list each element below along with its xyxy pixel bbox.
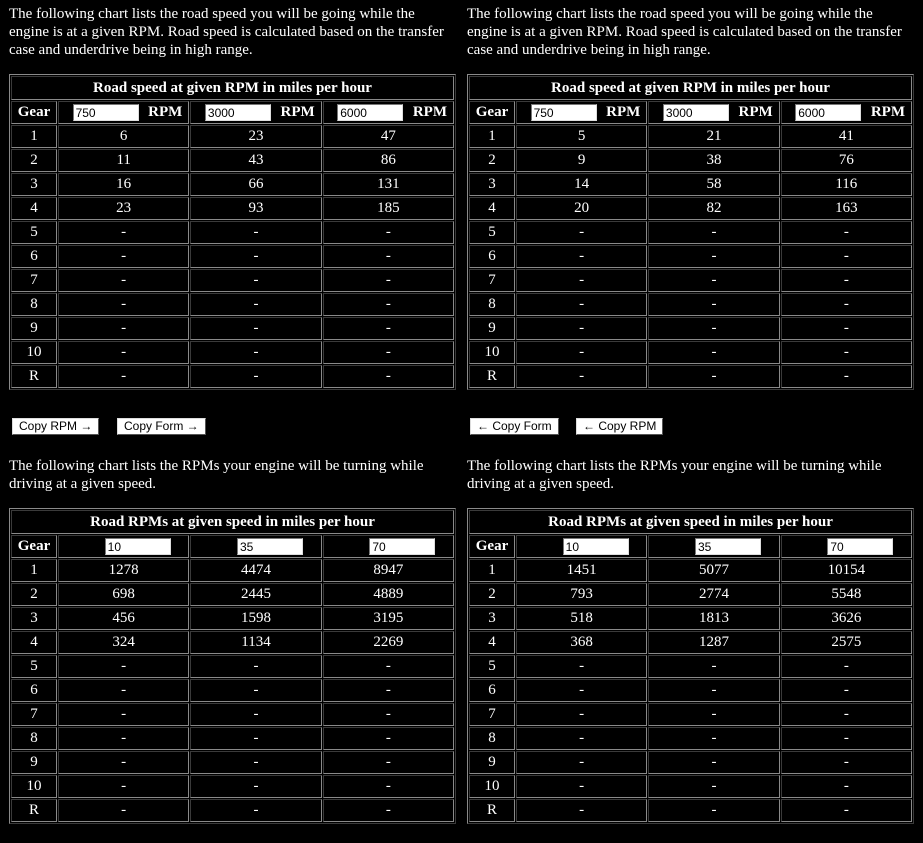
value-cell: 5 <box>516 125 647 148</box>
value-cell: 3195 <box>323 607 454 630</box>
table-row <box>11 245 454 268</box>
value-cell: - <box>648 799 779 822</box>
value-cell: 8947 <box>323 559 454 582</box>
value-cell: - <box>190 317 321 340</box>
rpm-input-3[interactable] <box>795 104 861 121</box>
table-row <box>11 221 454 244</box>
gear-cell: 5 <box>11 221 57 244</box>
value-cell: - <box>781 293 912 316</box>
value-cell: - <box>781 655 912 678</box>
gear-cell: R <box>11 799 57 822</box>
gear-cell: 5 <box>469 221 515 244</box>
gear-cell: 10 <box>469 775 515 798</box>
value-cell: - <box>516 365 647 388</box>
value-cell: 6 <box>58 125 189 148</box>
rpm-unit-label: RPM <box>148 104 183 120</box>
gear-cell: R <box>469 799 515 822</box>
speed-table-caption: Road speed at given RPM in miles per hour <box>11 76 454 100</box>
value-cell: - <box>781 341 912 364</box>
value-cell: 58 <box>648 173 779 196</box>
value-cell: - <box>516 727 647 750</box>
table-row <box>469 679 912 702</box>
value-cell: - <box>516 751 647 774</box>
gear-cell: 3 <box>11 173 57 196</box>
table-row <box>11 679 454 702</box>
copy-rpm-left-button[interactable]: ← Copy RPM <box>576 418 663 435</box>
left-rpm-table <box>9 508 456 824</box>
value-cell: - <box>323 679 454 702</box>
value-cell: - <box>323 751 454 774</box>
gear-cell: 1 <box>11 125 57 148</box>
gear-cell: 1 <box>11 559 57 582</box>
value-cell: - <box>190 293 321 316</box>
value-cell: 9 <box>516 149 647 172</box>
value-cell: - <box>516 799 647 822</box>
table-row <box>469 173 912 196</box>
rpm-input-cell <box>648 101 779 124</box>
value-cell: 456 <box>58 607 189 630</box>
value-cell: - <box>516 293 647 316</box>
table-row <box>11 727 454 750</box>
value-cell: - <box>516 703 647 726</box>
value-cell: - <box>781 221 912 244</box>
value-cell: 66 <box>190 173 321 196</box>
table-row <box>469 703 912 726</box>
value-cell: - <box>58 221 189 244</box>
speed-input-cell <box>781 535 912 558</box>
gear-cell: 3 <box>469 607 515 630</box>
value-cell: 2774 <box>648 583 779 606</box>
rpm-input-3[interactable] <box>337 104 403 121</box>
value-cell: - <box>58 317 189 340</box>
gear-cell: 1 <box>469 125 515 148</box>
value-cell: 1813 <box>648 607 779 630</box>
value-cell: - <box>648 269 779 292</box>
gear-cell: 9 <box>11 751 57 774</box>
value-cell: - <box>648 221 779 244</box>
value-cell: - <box>648 751 779 774</box>
left-speed-table <box>9 74 456 390</box>
table-row <box>11 125 454 148</box>
speed-description: The following chart lists the road speed you will be going while the engine is at a given RPM. Road speed is calculated based on the transfer case and underdrive being in high range. <box>9 6 444 58</box>
value-cell: 23 <box>190 125 321 148</box>
speed-input-cell <box>648 535 779 558</box>
value-cell: - <box>648 341 779 364</box>
value-cell: - <box>781 365 912 388</box>
speed-input-2[interactable] <box>237 538 303 555</box>
value-cell: 3626 <box>781 607 912 630</box>
value-cell: - <box>516 655 647 678</box>
gear-cell: 7 <box>11 269 57 292</box>
value-cell: 41 <box>781 125 912 148</box>
value-cell: 163 <box>781 197 912 220</box>
value-cell: - <box>190 799 321 822</box>
rpm-input-cell <box>781 101 912 124</box>
gear-cell: 3 <box>11 607 57 630</box>
table-row <box>469 607 912 630</box>
speed-input-3[interactable] <box>369 538 435 555</box>
gear-cell: 10 <box>11 775 57 798</box>
gear-header: Gear <box>11 535 57 558</box>
rpm-description: The following chart lists the RPMs your engine will be turning while driving at a given speed. <box>467 458 882 492</box>
value-cell: - <box>190 655 321 678</box>
rpm-input-2[interactable] <box>205 104 271 121</box>
value-cell: - <box>648 703 779 726</box>
value-cell: - <box>58 293 189 316</box>
table-row <box>469 197 912 220</box>
value-cell: - <box>648 317 779 340</box>
gear-cell: 8 <box>11 293 57 316</box>
value-cell: - <box>781 775 912 798</box>
gear-cell: 7 <box>11 703 57 726</box>
value-cell: 2269 <box>323 631 454 654</box>
value-cell: 116 <box>781 173 912 196</box>
speed-input-2[interactable] <box>695 538 761 555</box>
rpm-unit-label: RPM <box>280 104 315 120</box>
table-row <box>469 149 912 172</box>
gear-cell: 6 <box>469 245 515 268</box>
table-row <box>469 245 912 268</box>
gear-cell: 9 <box>11 317 57 340</box>
table-row <box>11 775 454 798</box>
value-cell: 93 <box>190 197 321 220</box>
value-cell: - <box>648 655 779 678</box>
value-cell: - <box>648 293 779 316</box>
table-row <box>11 655 454 678</box>
right-speed-panel <box>467 5 912 59</box>
value-cell: 47 <box>323 125 454 148</box>
gear-cell: 5 <box>11 655 57 678</box>
speed-input-1[interactable] <box>563 538 629 555</box>
value-cell: - <box>190 245 321 268</box>
value-cell: 131 <box>323 173 454 196</box>
gear-cell: 2 <box>469 583 515 606</box>
value-cell: 14 <box>516 173 647 196</box>
table-row <box>469 269 912 292</box>
speed-input-cell <box>516 535 647 558</box>
gear-cell: 9 <box>469 751 515 774</box>
speed-input-1[interactable] <box>105 538 171 555</box>
table-row <box>469 293 912 316</box>
gear-cell: 2 <box>469 149 515 172</box>
gear-cell: R <box>469 365 515 388</box>
table-row <box>11 293 454 316</box>
value-cell: - <box>190 703 321 726</box>
table-row <box>469 583 912 606</box>
value-cell: - <box>323 655 454 678</box>
value-cell: 76 <box>781 149 912 172</box>
gear-cell: 8 <box>469 727 515 750</box>
gear-cell: 6 <box>469 679 515 702</box>
value-cell: 82 <box>648 197 779 220</box>
value-cell: - <box>516 679 647 702</box>
gear-header: Gear <box>469 101 515 124</box>
value-cell: 38 <box>648 149 779 172</box>
gear-cell: 2 <box>11 583 57 606</box>
rpm-unit-label: RPM <box>606 104 641 120</box>
rpm-input-cell <box>190 101 321 124</box>
value-cell: 86 <box>323 149 454 172</box>
value-cell: - <box>323 775 454 798</box>
gear-cell: 7 <box>469 269 515 292</box>
gear-cell: 6 <box>11 679 57 702</box>
table-row <box>469 727 912 750</box>
right-speed-table <box>467 74 914 390</box>
speed-input-cell <box>323 535 454 558</box>
right-rpm-table <box>467 508 914 824</box>
value-cell: - <box>190 751 321 774</box>
table-row <box>11 317 454 340</box>
value-cell: - <box>648 679 779 702</box>
value-cell: 518 <box>516 607 647 630</box>
value-cell: 1287 <box>648 631 779 654</box>
value-cell: - <box>516 221 647 244</box>
value-cell: - <box>190 727 321 750</box>
value-cell: - <box>58 703 189 726</box>
value-cell: - <box>58 727 189 750</box>
value-cell: - <box>323 245 454 268</box>
gear-cell: 8 <box>11 727 57 750</box>
value-cell: - <box>516 341 647 364</box>
value-cell: - <box>190 221 321 244</box>
speed-input-3[interactable] <box>827 538 893 555</box>
table-row <box>11 173 454 196</box>
value-cell: - <box>781 703 912 726</box>
value-cell: 324 <box>58 631 189 654</box>
gear-cell: 2 <box>11 149 57 172</box>
gear-cell: 8 <box>469 293 515 316</box>
gear-cell: 4 <box>469 631 515 654</box>
table-row <box>11 149 454 172</box>
value-cell: - <box>323 269 454 292</box>
value-cell: 185 <box>323 197 454 220</box>
value-cell: - <box>323 293 454 316</box>
value-cell: 1278 <box>58 559 189 582</box>
value-cell: - <box>190 775 321 798</box>
value-cell: - <box>323 799 454 822</box>
value-cell: - <box>648 775 779 798</box>
rpm-unit-label: RPM <box>870 104 905 120</box>
table-row <box>469 125 912 148</box>
value-cell: - <box>781 317 912 340</box>
value-cell: - <box>58 799 189 822</box>
value-cell: 20 <box>516 197 647 220</box>
value-cell: 1598 <box>190 607 321 630</box>
value-cell: - <box>58 269 189 292</box>
rpm-input-cell <box>516 101 647 124</box>
value-cell: - <box>190 269 321 292</box>
table-row <box>469 559 912 582</box>
gear-cell: 4 <box>469 197 515 220</box>
rpm-unit-label: RPM <box>738 104 773 120</box>
table-row <box>11 583 454 606</box>
table-row <box>11 799 454 822</box>
table-row <box>11 751 454 774</box>
rpm-input-2[interactable] <box>663 104 729 121</box>
value-cell: - <box>781 269 912 292</box>
table-row <box>469 341 912 364</box>
gear-cell: 3 <box>469 173 515 196</box>
value-cell: 1134 <box>190 631 321 654</box>
value-cell: - <box>781 799 912 822</box>
value-cell: - <box>323 703 454 726</box>
table-row <box>11 341 454 364</box>
value-cell: 16 <box>58 173 189 196</box>
table-row <box>469 365 912 388</box>
table-row <box>11 559 454 582</box>
value-cell: 698 <box>58 583 189 606</box>
table-row <box>11 365 454 388</box>
value-cell: - <box>516 775 647 798</box>
table-row <box>11 703 454 726</box>
value-cell: - <box>516 245 647 268</box>
left-rpm-panel <box>9 457 454 493</box>
value-cell: - <box>781 245 912 268</box>
rpm-input-1[interactable] <box>73 104 139 121</box>
right-rpm-panel <box>467 457 912 493</box>
value-cell: - <box>58 655 189 678</box>
value-cell: 23 <box>58 197 189 220</box>
speed-input-cell <box>58 535 189 558</box>
value-cell: - <box>648 365 779 388</box>
value-cell: - <box>323 341 454 364</box>
value-cell: - <box>58 679 189 702</box>
value-cell: - <box>190 341 321 364</box>
value-cell: - <box>58 775 189 798</box>
value-cell: 2575 <box>781 631 912 654</box>
value-cell: - <box>781 679 912 702</box>
value-cell: 43 <box>190 149 321 172</box>
table-row <box>11 631 454 654</box>
rpm-input-cell <box>58 101 189 124</box>
copy-form-left-button[interactable]: ← Copy Form <box>470 418 559 435</box>
value-cell: - <box>58 365 189 388</box>
value-cell: 4889 <box>323 583 454 606</box>
value-cell: - <box>58 341 189 364</box>
gear-cell: 10 <box>469 341 515 364</box>
copy-rpm-right-button[interactable]: Copy RPM → <box>12 418 99 435</box>
gear-cell: 4 <box>11 197 57 220</box>
table-row <box>11 197 454 220</box>
value-cell: 5077 <box>648 559 779 582</box>
copy-form-right-button[interactable]: Copy Form → <box>117 418 206 435</box>
table-row <box>469 221 912 244</box>
gear-cell: R <box>11 365 57 388</box>
value-cell: - <box>648 245 779 268</box>
value-cell: 21 <box>648 125 779 148</box>
rpm-description: The following chart lists the RPMs your engine will be turning while driving at a given speed. <box>9 458 424 492</box>
value-cell: 1451 <box>516 559 647 582</box>
gear-cell: 9 <box>469 317 515 340</box>
speed-table-caption: Road speed at given RPM in miles per hour <box>469 76 912 100</box>
left-speed-panel <box>9 5 454 59</box>
gear-cell: 6 <box>11 245 57 268</box>
table-row <box>469 655 912 678</box>
value-cell: - <box>323 221 454 244</box>
speed-input-cell <box>190 535 321 558</box>
value-cell: - <box>58 245 189 268</box>
table-row <box>11 269 454 292</box>
value-cell: - <box>781 751 912 774</box>
rpm-input-1[interactable] <box>531 104 597 121</box>
table-row <box>469 317 912 340</box>
gear-cell: 10 <box>11 341 57 364</box>
value-cell: - <box>781 727 912 750</box>
value-cell: 5548 <box>781 583 912 606</box>
value-cell: 2445 <box>190 583 321 606</box>
value-cell: - <box>648 727 779 750</box>
table-row <box>469 631 912 654</box>
rpm-input-cell <box>323 101 454 124</box>
gear-header: Gear <box>11 101 57 124</box>
table-row <box>469 799 912 822</box>
value-cell: - <box>516 317 647 340</box>
value-cell: 368 <box>516 631 647 654</box>
value-cell: - <box>323 317 454 340</box>
rpm-unit-label: RPM <box>412 104 447 120</box>
value-cell: - <box>190 679 321 702</box>
gear-cell: 1 <box>469 559 515 582</box>
value-cell: - <box>58 751 189 774</box>
value-cell: 11 <box>58 149 189 172</box>
value-cell: - <box>323 727 454 750</box>
value-cell: 4474 <box>190 559 321 582</box>
table-row <box>469 775 912 798</box>
gear-cell: 7 <box>469 703 515 726</box>
value-cell: 793 <box>516 583 647 606</box>
speed-description: The following chart lists the road speed you will be going while the engine is at a given RPM. Road speed is calculated based on the transfer case and underdrive being in high range. <box>467 6 902 58</box>
gear-header: Gear <box>469 535 515 558</box>
value-cell: - <box>516 269 647 292</box>
value-cell: 10154 <box>781 559 912 582</box>
rpm-table-caption: Road RPMs at given speed in miles per hour <box>469 510 912 534</box>
table-row <box>469 751 912 774</box>
table-row <box>11 607 454 630</box>
value-cell: - <box>190 365 321 388</box>
gear-cell: 4 <box>11 631 57 654</box>
gear-cell: 5 <box>469 655 515 678</box>
rpm-table-caption: Road RPMs at given speed in miles per hour <box>11 510 454 534</box>
value-cell: - <box>323 365 454 388</box>
